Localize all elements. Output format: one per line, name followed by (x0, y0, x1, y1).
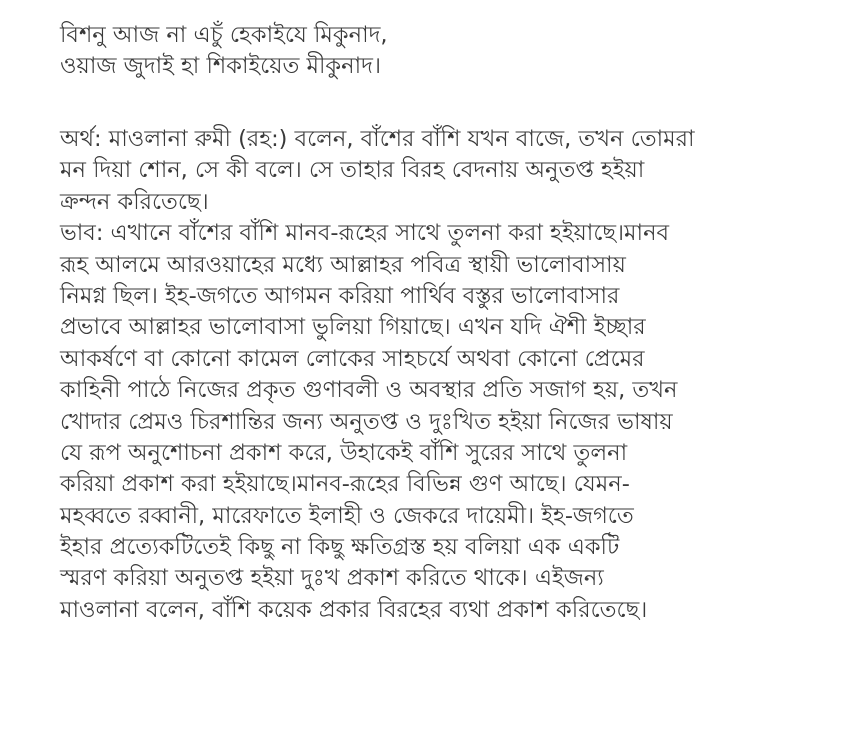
paragraph-line: নিমগ্ন ছিল। ইহ-জগতে আগমন করিয়া পার্থিব বস্তুর ভালোবাসার (60, 282, 620, 309)
verse-block (60, 20, 820, 83)
verse-line: ওয়াজ জুদাই হা শিকাইয়েত মীকুনাদ। (60, 53, 381, 80)
paragraph-line: ইহার প্রত্যেকটিতেই কিছু না কিছু ক্ষতিগ্রস্ত হয় বলিয়া এক একটি (60, 534, 620, 561)
paragraph-line: ক্রন্দন করিতেছে। (60, 188, 209, 215)
paragraph-line: প্রভাবে আল্লাহর ভালোবাসা ভুলিয়া গিয়াছে। এখন যদি ঐশী ইচ্ছার (60, 314, 646, 341)
paragraph-line: রূহ আলমে আরওয়াহের মধ্যে আল্লাহর পবিত্র স্থায়ী ভালোবাসায় (60, 251, 626, 278)
paragraph-line: অর্থ: মাওলানা রুমী (রহ:) বলেন, বাঁশের বাঁশি যখন বাজে, তখন তোমরা (60, 126, 695, 152)
paragraph-line: মহব্বতে রব্বানী, মারেফাতে ইলাহী ও জেকরে দায়েমী। ইহ-জগতে (60, 502, 634, 529)
paragraph-line: ভাব: এখানে বাঁশের বাঁশি মানব-রূহের সাথে তুলনা করা হইয়াছে।মানব (60, 220, 670, 247)
paragraph-line: খোদার প্রেমও চিরশান্তির জন্য অনুতপ্ত ও দুঃখিত হইয়া নিজের ভাষায় (60, 408, 673, 435)
paragraph-line: মাওলানা বলেন, বাঁশি কয়েক প্রকার বিরহের ব্যথা প্রকাশ করিতেছে। (60, 596, 648, 623)
paragraph-line: আকর্ষণে বা কোনো কামেল লোকের সাহচর্যে অথবা কোনো প্রেমের (60, 345, 645, 372)
paragraph-line: কাহিনী পাঠে নিজের প্রকৃত গুণাবলী ও অবস্থার প্রতি সজাগ হয়, তখন (60, 377, 678, 404)
paragraph-line: স্মরণ করিয়া অনুতপ্ত হইয়া দুঃখ প্রকাশ করিতে থাকে। এইজন্য (60, 565, 604, 592)
paragraph-line: যে রূপ অনুশোচনা প্রকাশ করে, উহাকেই বাঁশি সুরের সাথে তুলনা (60, 439, 628, 466)
verse-line: বিশনু আজ না এচুঁ হেকাইযে মিকুনাদ, (60, 22, 388, 48)
paragraph-line: মন দিয়া শোন, সে কী বলে। সে তাহার বিরহ বেদনায় অনুতপ্ত হইয়া (60, 157, 645, 184)
paragraph-line: করিয়া প্রকাশ করা হইয়াছে।মানব-রূহের বিভিন্ন গুণ আছে। যেমন- (60, 471, 630, 498)
explanation-paragraph (60, 124, 830, 626)
